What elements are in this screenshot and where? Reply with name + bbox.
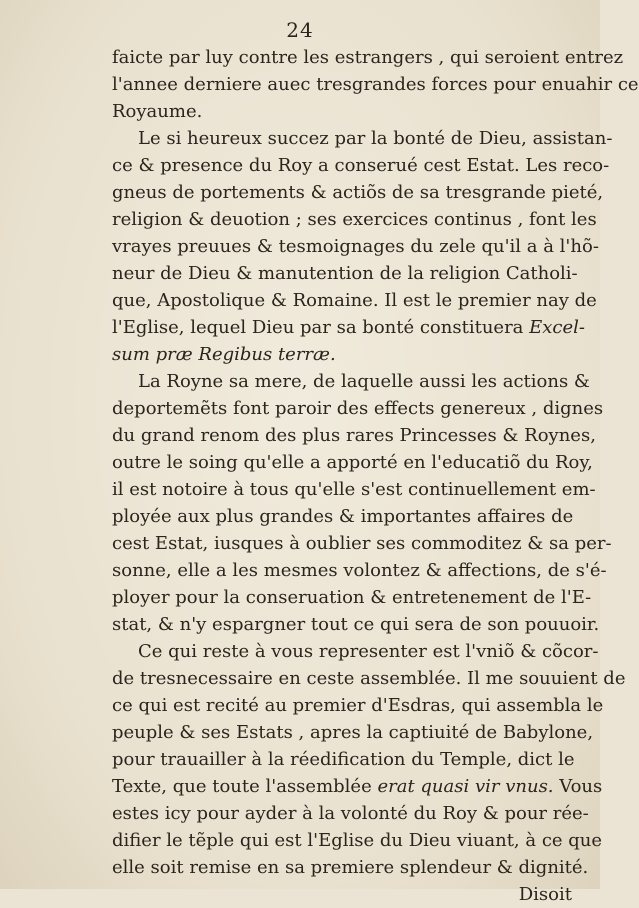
text-line xyxy=(112,152,610,179)
text-line xyxy=(112,854,589,881)
text-segment: l'Eglise, lequel Dieu par sa bonté constituera xyxy=(112,317,530,338)
text-line xyxy=(112,44,624,71)
text-line xyxy=(112,692,604,719)
text-line xyxy=(112,719,594,746)
text-segment: Ce qui reste à vous representer est l'vniõ & cõcor- xyxy=(138,641,599,662)
text-segment: deportemẽts font paroir des effects genereux , dignes xyxy=(112,398,604,419)
text-line xyxy=(112,341,572,368)
text-line xyxy=(112,746,575,773)
text-segment: cest Estat, iusques à oublier ses commoditez & sa per- xyxy=(112,533,612,554)
text-segment: sonne, elle a les mesmes volontez & affections, de s'é- xyxy=(112,560,607,581)
text-line xyxy=(112,98,572,125)
text-segment: que, Apostolique & Romaine. Il est le premier nay de xyxy=(112,290,597,311)
text-segment: ployée aux plus grandes & importantes affaires de xyxy=(112,506,574,527)
text-line xyxy=(112,422,596,449)
text-line xyxy=(112,287,597,314)
text-segment: ce & presence du Roy a conserué cest Estat. Les reco- xyxy=(112,155,610,176)
text-line xyxy=(112,503,572,530)
text-segment: Vous xyxy=(553,776,603,797)
text-line xyxy=(112,449,593,476)
text-segment: estes icy pour ayder à la volonté du Roy & pour rée- xyxy=(112,803,589,824)
text-line xyxy=(112,827,603,854)
text-segment: Le si heureux succez par la bonté de Dieu, assistan- xyxy=(138,128,613,149)
catchword xyxy=(112,881,572,908)
text-line xyxy=(112,233,599,260)
text-line xyxy=(112,530,612,557)
text-segment: l'annee derniere auec tresgrandes forces pour enuahir ce xyxy=(112,74,639,95)
text-line xyxy=(112,611,600,638)
page-number: 24 xyxy=(286,18,314,42)
text-line xyxy=(112,584,592,611)
text-line xyxy=(112,179,604,206)
text-line xyxy=(112,476,596,503)
text-segment: Disoit xyxy=(518,884,572,905)
text-segment: vrayes preuues & tesmoignages du zele qu'il a à l'hõ- xyxy=(112,236,599,257)
text-segment: pour trauailler à la réedification du Temple, dict le xyxy=(112,749,575,770)
italic-latin-phrase: erat quasi vir vnus. xyxy=(377,776,554,797)
text-segment: neur de Dieu & manutention de la religion Catholi- xyxy=(112,263,578,284)
text-segment: stat, & n'y espargner tout ce qui sera de son pouuoir. xyxy=(112,614,600,635)
text-line xyxy=(112,638,599,665)
text-segment: ce qui est recité au premier d'Esdras, qui assembla le xyxy=(112,695,604,716)
text-segment: il est notoire à tous qu'elle s'est continuellement em- xyxy=(112,479,596,500)
text-segment: peuple & ses Estats , apres la captiuité de Babylone, xyxy=(112,722,594,743)
text-segment: elle soit remise en sa premiere splendeur & dignité. xyxy=(112,857,589,878)
text-segment: de tresnecessaire en ceste assemblée. Il me souuient de xyxy=(112,668,626,689)
text-segment: La Royne sa mere, de laquelle aussi les actions & xyxy=(138,371,590,392)
text-segment: outre le soing qu'elle a apporté en l'educatiõ du Roy, xyxy=(112,452,593,473)
text-segment: ployer pour la conseruation & entretenement de l'E- xyxy=(112,587,592,608)
text-line xyxy=(112,368,590,395)
text-segment: difier le tẽple qui est l'Eglise du Dieu viuant, à ce que xyxy=(112,830,603,851)
text-segment: Texte, que toute l'assemblée xyxy=(112,776,378,797)
italic-latin-phrase: Excel- xyxy=(529,317,586,338)
text-line xyxy=(112,557,607,584)
text-segment: religion & deuotion ; ses exercices continus , font les xyxy=(112,209,597,230)
text-line xyxy=(112,314,586,341)
text-line xyxy=(112,395,604,422)
text-line xyxy=(112,125,613,152)
text-line xyxy=(112,206,597,233)
text-line xyxy=(112,71,639,98)
text-segment: faicte par luy contre les estrangers , qui seroient entrez xyxy=(112,47,624,68)
text-segment: du grand renom des plus rares Princesses & Roynes, xyxy=(112,425,596,446)
text-segment: Royaume. xyxy=(112,101,203,122)
text-segment: gneus de portements & actiõs de sa tresgrande pieté, xyxy=(112,182,604,203)
text-line xyxy=(112,773,603,800)
text-line xyxy=(112,260,578,287)
italic-latin-phrase: sum præ Regibus terræ. xyxy=(112,344,336,365)
body-text xyxy=(112,44,639,908)
text-line xyxy=(112,800,589,827)
text-line xyxy=(112,665,626,692)
